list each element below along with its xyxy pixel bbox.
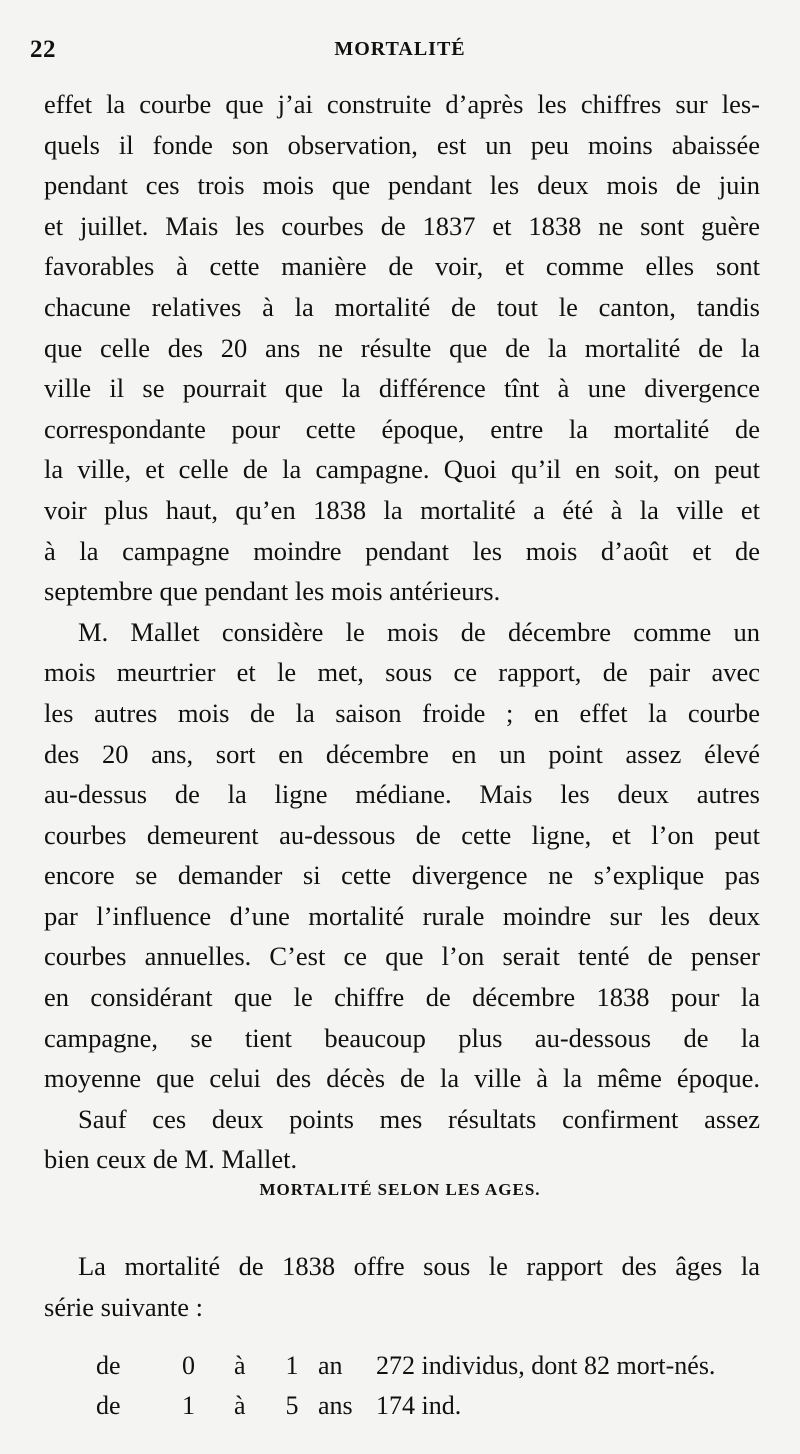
paragraph-1 (44, 84, 760, 612)
text-line: La mortalité de 1838 offre sous le rapport des âges la (78, 1251, 760, 1281)
text-line: bien ceux de M. Mallet. (44, 1144, 298, 1175)
cell-detail: 174 ind. (376, 1391, 462, 1420)
text-line: série suivante : (44, 1291, 203, 1322)
cell-to: 1 (285, 1351, 299, 1380)
text-line: au-dessus de la ligne médiane. Mais les deux autres (44, 779, 760, 810)
cell-detail: 272 individus, dont 82 mort-nés. (376, 1351, 716, 1380)
paragraph-2 (44, 612, 760, 1099)
page-header (30, 36, 770, 76)
cell-a: à (234, 1391, 246, 1420)
text-line: septembre que pendant les mois antérieurs. (44, 576, 501, 607)
cell-unit: an (318, 1351, 343, 1380)
text-line: les autres mois de la saison froide ; en effet la courbe (44, 697, 760, 728)
text-line: campagne, se tient beaucoup plus au-dessous de la (44, 1022, 760, 1053)
text-line: moyenne que celui des décès de la ville à la même époque. (44, 1063, 760, 1094)
table-row (96, 1386, 756, 1426)
text-line: par l’influence d’une mortalité rurale moindre sur les deux (44, 900, 760, 931)
text-line: courbes annuelles. C’est ce que l’on serait tenté de penser (44, 941, 760, 972)
paragraph-3 (44, 1099, 760, 1180)
cell-to: 5 (285, 1391, 299, 1420)
text-line: quels il fonde son observation, est un peu moins abaissée (44, 129, 760, 160)
text-line: la ville, et celle de la campagne. Quoi qu’il en soit, on peut (44, 454, 760, 485)
text-line: courbes demeurent au-dessous de cette ligne, et l’on peut (44, 819, 760, 850)
text-line: favorables à cette manière de voir, et comme elles sont (44, 251, 760, 282)
age-table (96, 1346, 756, 1426)
text-line: correspondante pour cette époque, entre la mortalité de (44, 413, 760, 444)
text-line: effet la courbe que j’ai construite d’après les chiffres sur les- (44, 89, 760, 119)
cell-from: 1 (182, 1391, 195, 1420)
text-line: que celle des 20 ans ne résulte que de la mortalité de la (44, 332, 760, 363)
section-paragraph (44, 1246, 760, 1327)
text-line: et juillet. Mais les courbes de 1837 et 1838 ne sont guère (44, 210, 760, 241)
table-row (96, 1346, 756, 1386)
cell-de: de (96, 1351, 121, 1380)
cell-a: à (234, 1351, 246, 1380)
page-number: 22 (30, 36, 56, 63)
cell-unit: ans (318, 1391, 353, 1420)
text-line: des 20 ans, sort en décembre en un point assez élevé (44, 738, 760, 769)
text-line: Sauf ces deux points mes résultats confirment assez (78, 1103, 760, 1134)
section-heading: MORTALITÉ SELON LES AGES. (259, 1180, 541, 1199)
text-line: chacune relatives à la mortalité de tout le canton, tandis (44, 291, 760, 322)
running-title: MORTALITÉ (334, 38, 466, 60)
text-line: pendant ces trois mois que pendant les deux mois de juin (44, 170, 760, 201)
body-text (44, 84, 760, 1180)
text-line: à la campagne moindre pendant les mois d’août et de (44, 535, 760, 566)
cell-from: 0 (182, 1351, 195, 1380)
text-line: M. Mallet considère le mois de décembre comme un (78, 616, 760, 647)
text-line: mois meurtrier et le met, sous ce rapport, de pair avec (44, 657, 760, 688)
text-line: ville il se pourrait que la différence tînt à une divergence (44, 373, 760, 404)
text-line: voir plus haut, qu’en 1838 la mortalité a été à la ville et (44, 494, 760, 525)
text-line: en considérant que le chiffre de décembre 1838 pour la (44, 982, 760, 1013)
text-line: encore se demander si cette divergence ne s’explique pas (44, 860, 760, 891)
cell-de: de (96, 1391, 121, 1420)
